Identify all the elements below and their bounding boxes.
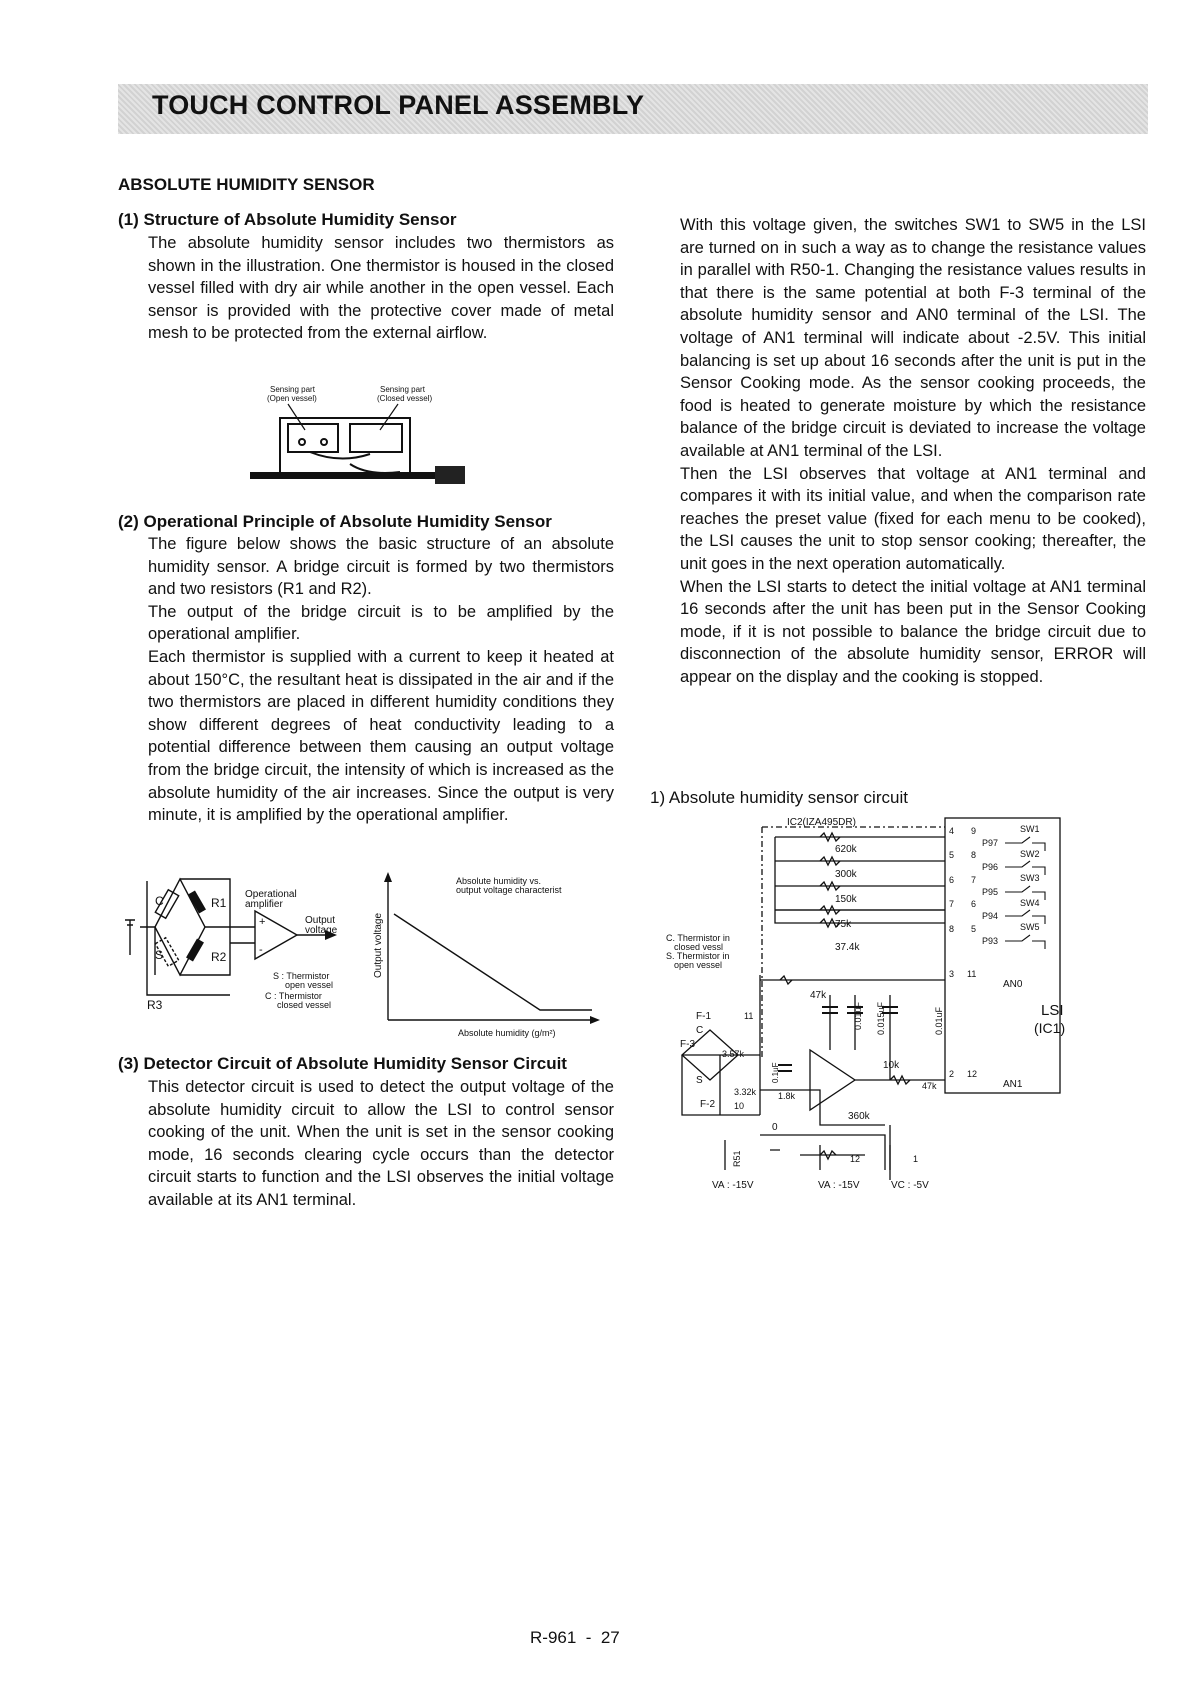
pin-left-0: 4 [949, 826, 955, 836]
page-title: TOUCH CONTROL PANEL ASSEMBLY [152, 90, 645, 120]
pin-right-3: 6 [971, 899, 977, 909]
pin-right-5: 11 [967, 969, 977, 979]
terminal-f2: F-2 [700, 1099, 715, 1110]
sensor-label-open-2: (Open vessel) [267, 394, 317, 403]
node-zero: 0 [772, 1122, 778, 1133]
pin-11a: 11 [744, 1011, 754, 1021]
therm-c-1: C. Thermistor in [666, 933, 730, 943]
port-p93: P93 [982, 936, 999, 946]
detector-body [148, 1076, 614, 1212]
res-360k: 360k [848, 1111, 870, 1122]
terminal-f1: F-1 [696, 1011, 711, 1022]
res-47k-a: 47k [810, 990, 827, 1001]
characteristic-chart [370, 870, 615, 1040]
res-620k: 620k [835, 844, 857, 855]
port-p94: P94 [982, 911, 999, 921]
detector-text: This detector circuit is used to detect the output voltage of the absolute humidity circuit to allow the LSI to control sensor cooking of the unit. When the unit is set in the sensor cooking mode, 16 seconds clearing cycle occurs than the detector circuit starts to function and the LSI observes the initial voltage available at its AN1 terminal. [148, 1078, 614, 1209]
sensor-connector [435, 466, 465, 484]
ic2-label: IC2(IZA495DR) [787, 817, 856, 828]
structure-heading: (1) Structure of Absolute Humidity Sensor [118, 210, 457, 229]
sensor-body [280, 418, 410, 476]
right-text-1: With this voltage given, the switches SW1 to SW5 in the LSI are turned on in such a way as to change the resistance values in parallel with R50-1. Changing the resistance values results in that there is the same potential at both F-3 terminal of the absolute humidity sensor and AN0 terminal of the LSI. The voltage of AN1 terminal will indicate about -2.5V. This initial balancing is set up about 16 seconds after the unit is put in the Sensor Cooking mode. As the sensor cooking proceeds, the food is heated to generate moisture by which the resistance balance of the bridge circuit is deviated to increase the voltage available at AN1 terminal of the LSI. [680, 216, 1146, 460]
res-47k-b: 47k [922, 1081, 937, 1091]
lsi-an1: AN1 [1003, 1079, 1023, 1090]
res-37k: 37.4k [835, 942, 860, 953]
bridge-circuit-figure [125, 875, 380, 1015]
page-footer: R-961 - 27 [530, 1628, 620, 1647]
cap-01: 0.1uF [771, 1062, 780, 1083]
cap-001-a: 0.01uF [853, 1001, 863, 1030]
res-10k: 10k [883, 1060, 900, 1071]
pin-right-1: 8 [971, 850, 977, 860]
pin-right-6: 12 [967, 1069, 978, 1079]
legend-s-2: open vessel [285, 980, 334, 990]
sensor-label-open-1: Sensing part [270, 385, 315, 394]
bridge-label-r3: R3 [147, 998, 163, 1012]
principle-text-2: The output of the bridge circuit is to be amplified by the operational amplifier. [148, 602, 614, 644]
terminal-f3: F-3 [680, 1039, 695, 1050]
structure-text: The absolute humidity sensor includes two thermistors as shown in the illustration. One thermistor is housed in the closed vessel filled with dry air while another in the open vessel. Each sensor is provided with the protective cover made of metal mesh to be protected from the external airflow. [148, 234, 614, 343]
res-150k: 150k [835, 894, 857, 905]
output-label-2: voltage [305, 925, 338, 936]
chart-y-arrow [384, 872, 392, 882]
circuit-wiring [682, 818, 1060, 1180]
detector-heading: (3) Detector Circuit of Absolute Humidity Sensor Circuit [118, 1054, 567, 1073]
supply-va-2: VA : -15V [818, 1180, 860, 1191]
chart-y-label: Output voltage [373, 912, 384, 978]
res-300k: 300k [835, 869, 857, 880]
bridge-label-c: C [155, 894, 164, 908]
legend-c-2: closed vessel [277, 1000, 332, 1010]
bridge-label-r2: R2 [211, 950, 227, 964]
sensor-s-label: S [696, 1075, 703, 1086]
res-357k: 3.57k [722, 1049, 745, 1059]
principle-text-1: The figure below shows the basic structure of an absolute humidity sensor. A bridge circuit is formed by two thermistors and two resistors (R1 and R2). [148, 535, 614, 599]
sensor-label-closed-1: Sensing part [380, 385, 425, 394]
lsi-box [945, 818, 1060, 1093]
switch-sw2: SW2 [1020, 849, 1040, 859]
port-p95: P95 [982, 887, 999, 897]
res-18k: 1.8k [778, 1091, 796, 1101]
title-banner [118, 84, 1148, 134]
sensor-structure-figure [250, 380, 490, 495]
pin-left-2: 6 [949, 875, 955, 885]
lsi-an0: AN0 [1003, 979, 1023, 990]
pin-left-1: 5 [949, 850, 955, 860]
principle-body [148, 533, 614, 827]
pin-1b: 1 [913, 1154, 919, 1164]
pin-right-4: 5 [971, 924, 977, 934]
principle-heading: (2) Operational Principle of Absolute Humidity Sensor [118, 512, 552, 531]
opamp-label-2: amplifier [245, 899, 283, 910]
pin-left-4: 8 [949, 924, 955, 934]
output-label-1: Output [305, 915, 336, 926]
right-column-body [680, 214, 1146, 688]
pin-right-0: 9 [971, 826, 977, 836]
structure-body [148, 232, 614, 345]
res-75k: 75k [835, 919, 852, 930]
legend-s-1: S : Thermistor [273, 971, 330, 981]
resistor-r2 [186, 938, 204, 961]
legend-c-1: C : Thermistor [265, 991, 322, 1001]
res-332k: 3.32k [734, 1087, 757, 1097]
lsi-label-1: LSI [1041, 1002, 1064, 1019]
chart-x-arrow [590, 1016, 600, 1024]
port-p96: P96 [982, 862, 999, 872]
switch-sw5: SW5 [1020, 922, 1040, 932]
opamp-plus: + [259, 916, 266, 928]
switch-sw3: SW3 [1020, 873, 1040, 883]
pin-10: 10 [734, 1101, 745, 1111]
pin-12b: 12 [850, 1154, 861, 1164]
chart-title-2: output voltage characterist [456, 885, 562, 895]
supply-va-1: VA : -15V [712, 1180, 754, 1191]
opamp-minus: - [259, 944, 263, 956]
cap-001-b: 0.01uF [934, 1006, 944, 1035]
therm-s-2: open vessel [674, 960, 723, 970]
principle-text-3: Each thermistor is supplied with a current to keep it heated at about 150°C, the resultant heat is dissipated in the air and if the two thermistors are placed in different humidity conditions they show different degrees of heat conductivity leading to a potential difference between them causing an output voltage from the bridge circuit, the intensity of which is increased as the absolute humidity of the air increases. Since the output is very minute, it is amplified by the operational amplifier. [148, 647, 614, 825]
right-text-2: Then the LSI observes that voltage at AN1 terminal and compares it with its initial value, and when the comparison rate reaches the preset value (fixed for each menu to be cooked), the LSI causes the unit to stop sensor cooking; thereafter, the unit goes in the next operation automatically. [680, 464, 1146, 573]
pin-left-3: 7 [949, 899, 955, 909]
therm-c-2: closed vessl [674, 942, 724, 952]
supply-vc: VC : -5V [891, 1180, 929, 1191]
circuit-heading: 1) Absolute humidity sensor circuit [650, 788, 908, 807]
humidity-sensor-circuit [660, 815, 1110, 1195]
section-title: ABSOLUTE HUMIDITY SENSOR [118, 175, 375, 194]
pin-left-5: 3 [949, 969, 955, 979]
pin-right-2: 7 [971, 875, 977, 885]
therm-s-1: S. Thermistor in [666, 951, 730, 961]
opamp-label-1: Operational [245, 889, 297, 900]
chart-curve [394, 914, 592, 1010]
bridge-label-r1: R1 [211, 896, 227, 910]
lsi-label-2: (IC1) [1034, 1020, 1066, 1036]
chart-x-label: Absolute humidity (g/m²) [458, 1028, 556, 1038]
port-p97: P97 [982, 838, 999, 848]
sensor-c-label: C [696, 1025, 704, 1036]
bridge-label-s: S [155, 948, 164, 962]
sensor-base-plate [250, 472, 460, 479]
pin-left-6: 2 [949, 1069, 955, 1079]
switch-sw1: SW1 [1020, 824, 1040, 834]
res-r51: R51 [732, 1150, 742, 1167]
resistor-r1 [188, 890, 206, 913]
switch-sw4: SW4 [1020, 898, 1040, 908]
chart-title-1: Absolute humidity vs. [456, 876, 542, 886]
sensor-label-closed-2: (Closed vessel) [377, 394, 433, 403]
cap-0015: 0.015uF [876, 1001, 886, 1035]
right-text-3: When the LSI starts to detect the initial voltage at AN1 terminal 16 seconds after the unit has been put in the Sensor Cooking mode, if it is not possible to balance the bridge circuit due to disconnection of the absolute humidity sensor, ERROR will appear on the display and the cooking is stopped. [680, 577, 1146, 686]
